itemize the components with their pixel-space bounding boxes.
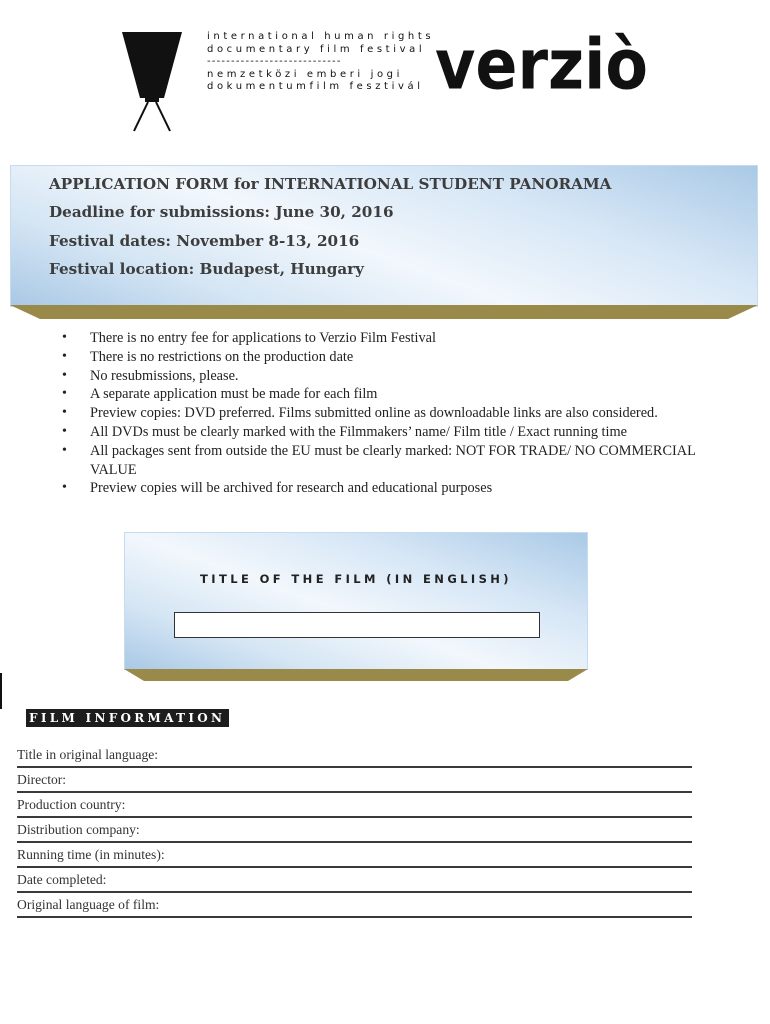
running-time-input[interactable] [217, 844, 692, 864]
rule-item: • There is no restrictions on the production date [58, 348, 708, 367]
margin-mark [0, 673, 2, 709]
rule-item: • Preview copies: DVD preferred. Films submitted online as downloadable links are also considered. [58, 404, 708, 423]
distribution-company-input[interactable] [217, 819, 692, 839]
field-label: Distribution company: [17, 822, 140, 837]
banner-bevel [10, 305, 758, 319]
field-label: Date completed: [17, 872, 107, 887]
field-label: Director: [17, 772, 67, 787]
festival-location: Festival location: Budapest, Hungary [49, 260, 364, 278]
field-director [17, 768, 692, 793]
rule-item: • All DVDs must be clearly marked with the Filmmakers’ name/ Film title / Exact running time [58, 423, 708, 442]
verzio-wordmark: verziò [435, 23, 648, 106]
rule-item: • All packages sent from outside the EU must be clearly marked: NOT FOR TRADE/ NO COMMERCIAL VALUE [58, 442, 708, 480]
field-label: Title in original language: [17, 747, 159, 762]
rule-item: • There is no entry fee for applications to Verzio Film Festival [58, 329, 708, 348]
tagline-hu-line-2: dokumentumfilm fesztivál [207, 81, 424, 92]
rule-item: • No resubmissions, please. [58, 367, 708, 386]
field-production-country [17, 793, 692, 818]
verzio-v-logo [118, 30, 186, 134]
film-title-input[interactable] [174, 612, 540, 638]
field-original-language [17, 893, 692, 918]
tagline-hu-line-1: nemzetközi emberi jogi [207, 68, 403, 80]
field-label: Original language of film: [17, 897, 160, 912]
field-label: Running time (in minutes): [17, 847, 165, 862]
field-running-time [17, 843, 692, 868]
production-country-input[interactable] [217, 794, 692, 814]
field-distribution-company [17, 818, 692, 843]
date-completed-input[interactable] [217, 869, 692, 889]
title-panel-bevel [124, 669, 588, 681]
submission-rules-list [58, 329, 708, 498]
festival-tagline [207, 31, 434, 94]
tagline-en-line-1: international human rights [207, 31, 435, 42]
submission-deadline: Deadline for submissions: June 30, 2016 [49, 203, 394, 221]
field-label: Production country: [17, 797, 126, 812]
rule-item: • Preview copies will be archived for research and educational purposes [58, 479, 708, 498]
film-title-panel [124, 532, 588, 670]
form-title: APPLICATION FORM for INTERNATIONAL STUDENT PANORAMA [49, 175, 612, 193]
festival-dates: Festival dates: November 8-13, 2016 [49, 232, 360, 250]
title-original-language-input[interactable] [217, 744, 692, 764]
film-title-label: TITLE OF THE FILM (IN ENGLISH) [200, 572, 512, 586]
field-title-original-language [17, 743, 692, 768]
field-date-completed [17, 868, 692, 893]
rule-item: • A separate application must be made for each film [58, 385, 708, 404]
tagline-en-line-2: documentary film festival [207, 43, 426, 55]
director-input[interactable] [217, 769, 692, 789]
original-language-input[interactable] [217, 894, 692, 914]
tagline-divider: ---------------------------- [207, 56, 342, 67]
film-information-heading: FILM INFORMATION [26, 709, 229, 727]
